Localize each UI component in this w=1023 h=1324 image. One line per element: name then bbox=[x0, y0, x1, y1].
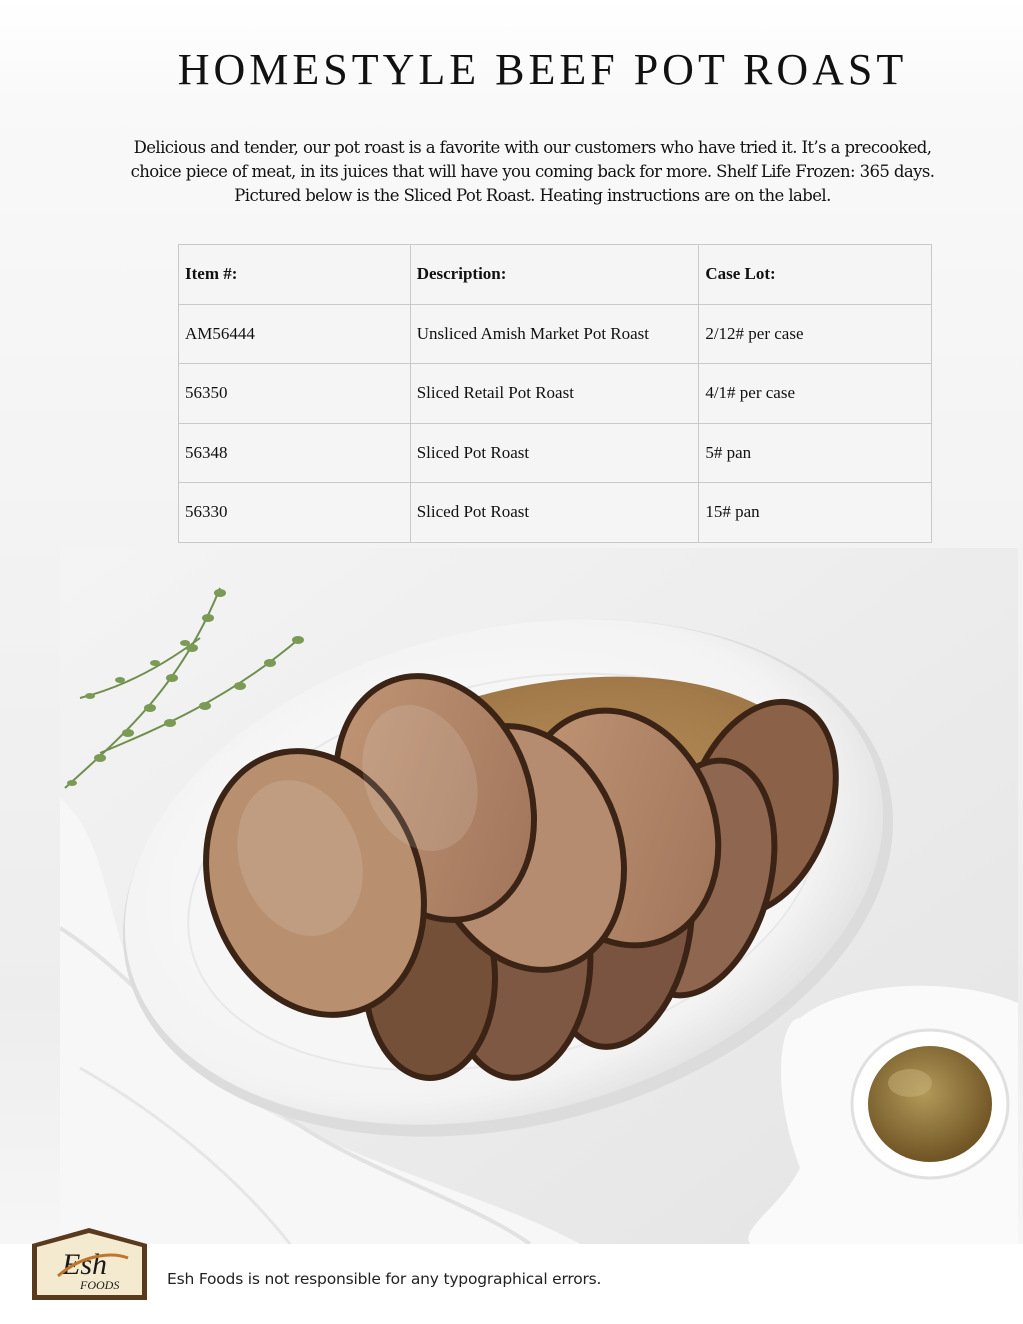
case-lot-cell: 4/1# per case bbox=[699, 364, 932, 424]
table-row bbox=[179, 483, 932, 543]
item-number-cell: 56348 bbox=[179, 423, 411, 483]
case-lot-cell: 2/12# per case bbox=[699, 304, 932, 364]
description-cell: Sliced Retail Pot Roast bbox=[410, 364, 699, 424]
svg-text:Esh: Esh bbox=[62, 1248, 107, 1281]
product-description bbox=[110, 136, 955, 208]
description-line: Delicious and tender, our pot roast is a favorite with our customers who have tried it. It’s a precooked, bbox=[133, 138, 932, 157]
description-cell: Sliced Pot Roast bbox=[410, 423, 699, 483]
esh-foods-logo bbox=[28, 1224, 151, 1304]
description-line: Pictured below is the Sliced Pot Roast. Heating instructions are on the label. bbox=[234, 186, 831, 205]
table-row bbox=[179, 423, 932, 483]
page-title: HOMESTYLE BEEF POT ROAST bbox=[177, 45, 908, 94]
case-lot-cell: 15# pan bbox=[699, 483, 932, 543]
pot-roast-photo bbox=[60, 548, 1018, 1244]
disclaimer-text: Esh Foods is not responsible for any typographical errors. bbox=[167, 1270, 602, 1288]
svg-text:FOODS: FOODS bbox=[80, 1278, 120, 1292]
table-row bbox=[179, 304, 932, 364]
column-header-case-lot: Case Lot: bbox=[699, 245, 932, 305]
item-number-cell: AM56444 bbox=[179, 304, 411, 364]
product-table bbox=[178, 244, 932, 543]
column-header-item: Item #: bbox=[179, 245, 411, 305]
case-lot-cell: 5# pan bbox=[699, 423, 932, 483]
table-row bbox=[179, 364, 932, 424]
column-header-description: Description: bbox=[410, 245, 699, 305]
description-cell: Unsliced Amish Market Pot Roast bbox=[410, 304, 699, 364]
table-header-row bbox=[179, 245, 932, 305]
item-number-cell: 56330 bbox=[179, 483, 411, 543]
description-line: choice piece of meat, in its juices that will have you coming back for more. Shelf Life Frozen: 365 days. bbox=[130, 162, 935, 181]
item-number-cell: 56350 bbox=[179, 364, 411, 424]
description-cell: Sliced Pot Roast bbox=[410, 483, 699, 543]
